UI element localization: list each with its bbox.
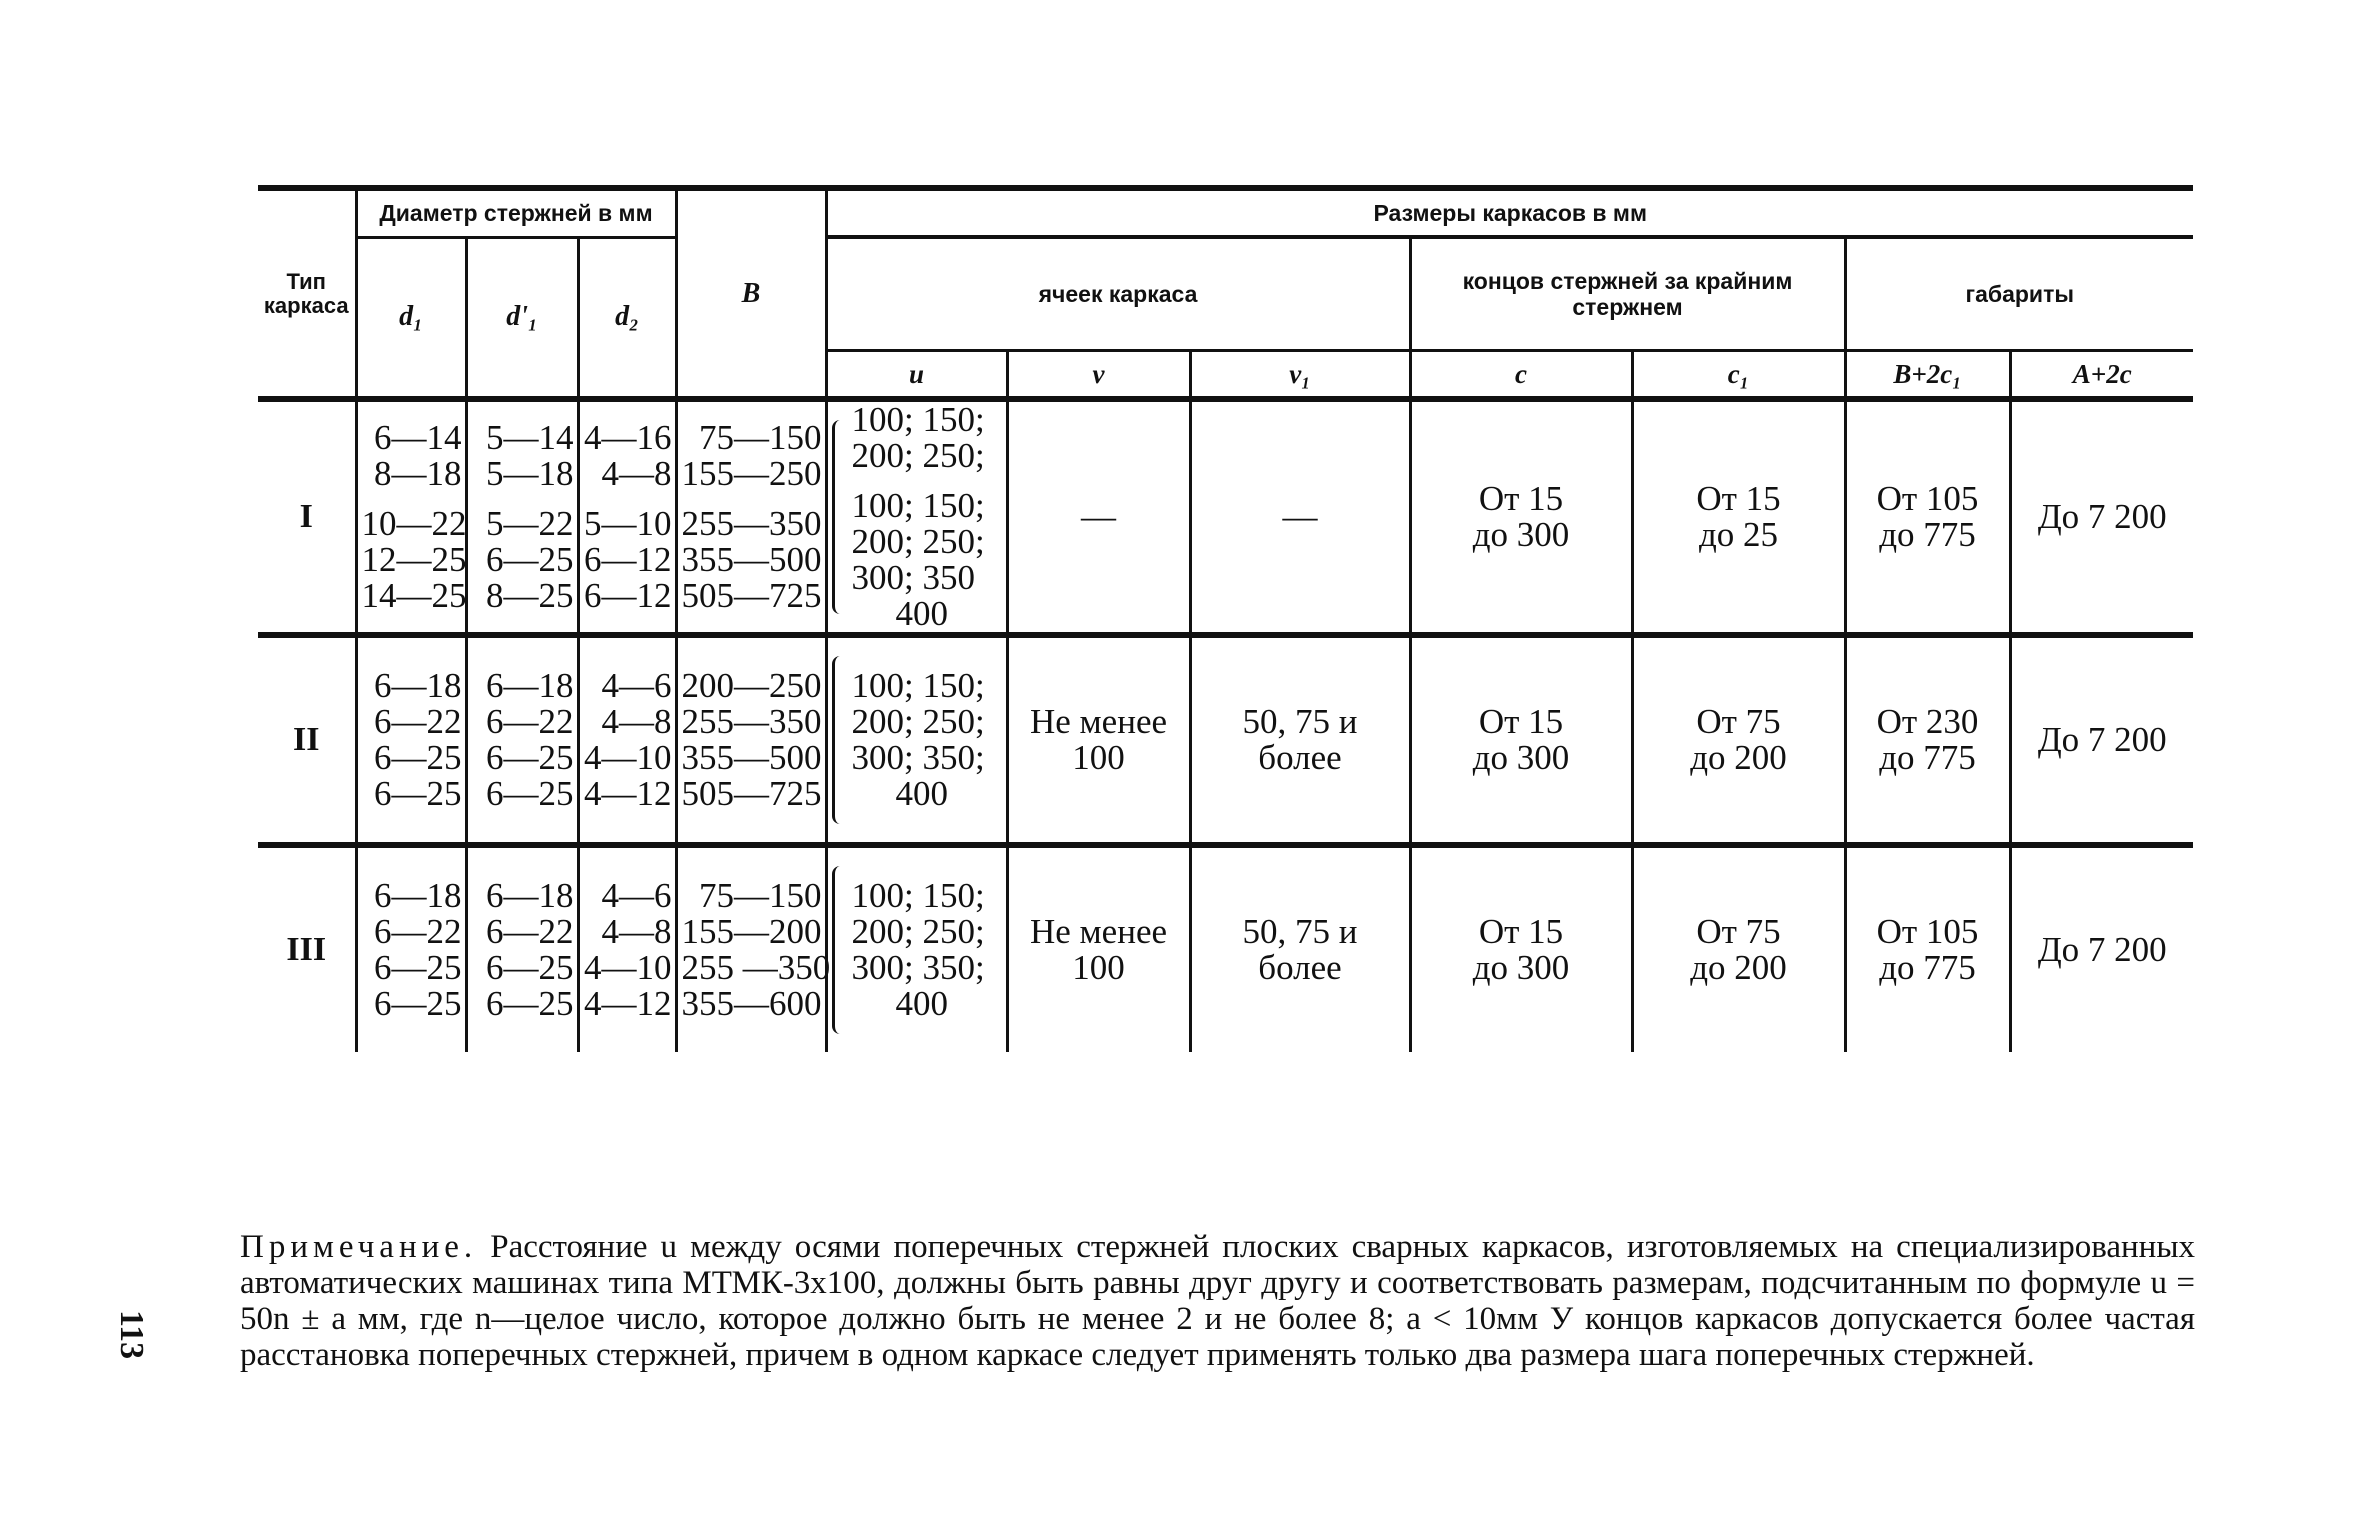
cell-line: 4—8: [601, 454, 672, 493]
cell-c: [1410, 399, 1632, 635]
cell-line: 200; 250;: [851, 436, 985, 475]
table-row: [258, 399, 2193, 635]
cell-u: [826, 399, 1007, 635]
cell-line: до 200: [1690, 738, 1787, 777]
cell-line: 8—25: [486, 576, 574, 615]
cell-line: 6—25: [374, 948, 462, 987]
header-cells: ячеек каркаса: [826, 237, 1410, 351]
cell-line: 4—10: [584, 738, 672, 777]
header-B: B: [676, 188, 826, 399]
cell-line: 6—12: [584, 576, 672, 615]
header-d2: d₂: [578, 237, 676, 399]
header-c: c: [1410, 351, 1632, 400]
cell-line: От 230: [1876, 702, 1979, 741]
cell-line: От 105: [1876, 479, 1979, 518]
cell-line: 6—25: [486, 540, 574, 579]
cell-line: 6—22: [374, 702, 462, 741]
footnote-label: Примечание.: [240, 1229, 478, 1265]
cell-line: 6—14: [374, 418, 462, 457]
cell-line: 10—22: [361, 504, 467, 543]
cell-B: [676, 635, 826, 845]
cell-line: 300; 350: [851, 558, 975, 597]
cell-line: 200; 250;: [851, 522, 985, 561]
cell-line: 12—25: [361, 540, 467, 579]
cell-line: 255—350: [681, 702, 822, 741]
cell-line: 6—18: [374, 876, 462, 915]
cell-d1-prime: [466, 635, 578, 845]
cell-line: Не менее: [1029, 912, 1168, 951]
cell-line: Не менее: [1029, 702, 1168, 741]
cell-line: 355—500: [681, 738, 822, 777]
cell-line: 255 —350: [681, 948, 831, 987]
cell-d1-prime: [466, 845, 578, 1052]
header-d1: d₁: [356, 237, 466, 399]
cell-type: III: [258, 845, 356, 1052]
brace-mark: [832, 866, 843, 1034]
cell-line: 75—150: [699, 876, 822, 915]
cell-line: 6—25: [374, 984, 462, 1023]
cell-line: 6—25: [374, 738, 462, 777]
cell-line: 6—22: [486, 702, 574, 741]
cell-line: 4—10: [584, 948, 672, 987]
cell-line: 6—25: [486, 948, 574, 987]
cell-c: [1410, 635, 1632, 845]
cell-line: 6—18: [374, 666, 462, 705]
cell-line: От 15: [1478, 479, 1564, 518]
cell-line: 355—600: [681, 984, 822, 1023]
cell-B-2c1: [1845, 399, 2010, 635]
cell-v: [1007, 845, 1190, 1052]
cell-line: 155—200: [681, 912, 822, 951]
cell-line: От 15: [1478, 702, 1564, 741]
cell-line: 4—8: [601, 702, 672, 741]
cell-line: 255—350: [681, 504, 822, 543]
cell-line: 100: [1072, 738, 1125, 777]
cell-d2: [578, 635, 676, 845]
cell-A-2c: До 7 200: [2010, 399, 2193, 635]
cell-line: до 25: [1698, 515, 1779, 554]
frame-dimensions-table: [258, 185, 2193, 1052]
cell-line: 6—25: [486, 774, 574, 813]
cell-line: 200—250: [681, 666, 822, 705]
cell-line: 5—14: [486, 418, 574, 457]
cell-line: 6—22: [486, 912, 574, 951]
table-row: [258, 635, 2193, 845]
cell-line: 6—22: [374, 912, 462, 951]
cell-line: 6—12: [584, 540, 672, 579]
cell-B: [676, 845, 831, 1052]
footnote-text: Расстояние u между осями поперечных стержней плоских сварных каркасов, изготовляемых на специализированных автоматических машинах типа МТМК-3х100, должны быть равны друг другу и соответствовать размерам, подсчитанным по формуле u = 50n ± a мм, где n—целое число, которое должно быть не менее 2 и не более 8; a < 10мм У концов каркасов допускается более частая расстановка поперечных стержней, причем в одном каркасе следует применять только два размера шага поперечных стержней.: [240, 1229, 2195, 1373]
cell-line: до 300: [1472, 515, 1570, 554]
header-frame-type: Тип каркаса: [258, 188, 356, 399]
cell-v: —: [1007, 399, 1190, 635]
cell-line: 400: [895, 594, 948, 633]
cell-line: От 15: [1478, 912, 1564, 951]
cell-line: 6—25: [374, 774, 462, 813]
page-number: 113: [113, 1310, 150, 1360]
header-u: u: [826, 351, 1007, 400]
cell-line: 5—18: [486, 454, 574, 493]
cell-c1: [1632, 845, 1845, 1052]
cell-B-2c1: [1845, 845, 2010, 1052]
cell-d2: [578, 399, 676, 635]
cell-line: 4—6: [601, 666, 672, 705]
cell-line: 100: [1072, 948, 1125, 987]
cell-u: [826, 845, 1007, 1052]
cell-line: 155—250: [681, 454, 822, 493]
cell-line: 5—22: [486, 504, 574, 543]
cell-d1: [356, 399, 466, 635]
cell-line: до 200: [1690, 948, 1787, 987]
cell-line: 50, 75 и: [1242, 912, 1358, 951]
cell-A-2c: До 7 200: [2010, 845, 2193, 1052]
cell-line: 8—18: [374, 454, 462, 493]
cell-line: 505—725: [681, 774, 822, 813]
cell-d1-prime: [466, 399, 578, 635]
cell-type: II: [258, 635, 356, 845]
cell-line: 50, 75 и: [1242, 702, 1358, 741]
cell-v1: —: [1190, 399, 1410, 635]
cell-c: [1410, 845, 1632, 1052]
header-d1-prime: d'₁: [466, 237, 578, 399]
cell-line: 14—25: [361, 576, 467, 615]
brace-mark: [832, 656, 843, 824]
header-c1: c₁: [1632, 351, 1845, 400]
cell-line: 6—25: [486, 738, 574, 777]
cell-line: От 75: [1696, 702, 1781, 741]
cell-B: [676, 399, 826, 635]
cell-line: От 75: [1696, 912, 1781, 951]
header-diameter-group: Диаметр стержней в мм: [356, 188, 676, 237]
cell-line: более: [1258, 948, 1342, 987]
header-A-2c: A+2c: [2010, 351, 2193, 400]
cell-line: 75—150: [699, 418, 822, 457]
cell-line: до 775: [1879, 515, 1976, 554]
brace-mark: [832, 420, 843, 614]
cell-A-2c: До 7 200: [2010, 635, 2193, 845]
cell-c1: [1632, 399, 1845, 635]
cell-line: 6—25: [486, 984, 574, 1023]
header-B-2c1: B+2c₁: [1845, 351, 2010, 400]
cell-B-2c1: [1845, 635, 2010, 845]
cell-line: до 300: [1472, 948, 1570, 987]
cell-line: 4—16: [584, 418, 672, 457]
header-overall: габариты: [1845, 237, 2193, 351]
cell-line: до 775: [1879, 948, 1976, 987]
cell-line: От 15: [1696, 479, 1781, 518]
cell-line: 300; 350;: [851, 948, 985, 987]
cell-type: I: [258, 399, 356, 635]
cell-line: более: [1258, 738, 1342, 777]
cell-line: 505—725: [681, 576, 822, 615]
cell-line: 200; 250;: [851, 912, 985, 951]
cell-line: 6—18: [486, 876, 574, 915]
cell-line: 200; 250;: [851, 702, 985, 741]
cell-line: до 300: [1472, 738, 1570, 777]
header-ends: концов стержней за крайним стержнем: [1410, 237, 1845, 351]
table-row: [258, 845, 2193, 1052]
cell-line: 100; 150;: [851, 666, 985, 705]
cell-d2: [578, 845, 676, 1052]
cell-v: [1007, 635, 1190, 845]
cell-line: 100; 150;: [851, 400, 985, 439]
cell-line: От 105: [1876, 912, 1979, 951]
cell-d1: [356, 635, 466, 845]
cell-line: 300; 350;: [851, 738, 985, 777]
header-sizes-group: Размеры каркасов в мм: [826, 188, 2193, 237]
cell-line: 400: [895, 984, 948, 1023]
header-v1: v₁: [1190, 351, 1410, 400]
cell-d1: [356, 845, 466, 1052]
cell-line: 4—8: [601, 912, 672, 951]
cell-line: 400: [895, 774, 948, 813]
cell-line: 100; 150;: [851, 876, 985, 915]
cell-line: 4—6: [601, 876, 672, 915]
cell-v1: [1190, 845, 1410, 1052]
cell-v1: [1190, 635, 1410, 845]
cell-c1: [1632, 635, 1845, 845]
cell-line: 100; 150;: [851, 486, 985, 525]
cell-line: 4—12: [584, 774, 672, 813]
cell-line: 355—500: [681, 540, 822, 579]
cell-u: [826, 635, 1007, 845]
cell-line: 6—18: [486, 666, 574, 705]
table-footnote: [240, 1229, 2195, 1373]
cell-line: 5—10: [584, 504, 672, 543]
header-v: v: [1007, 351, 1190, 400]
cell-line: 4—12: [584, 984, 672, 1023]
cell-line: до 775: [1879, 738, 1976, 777]
